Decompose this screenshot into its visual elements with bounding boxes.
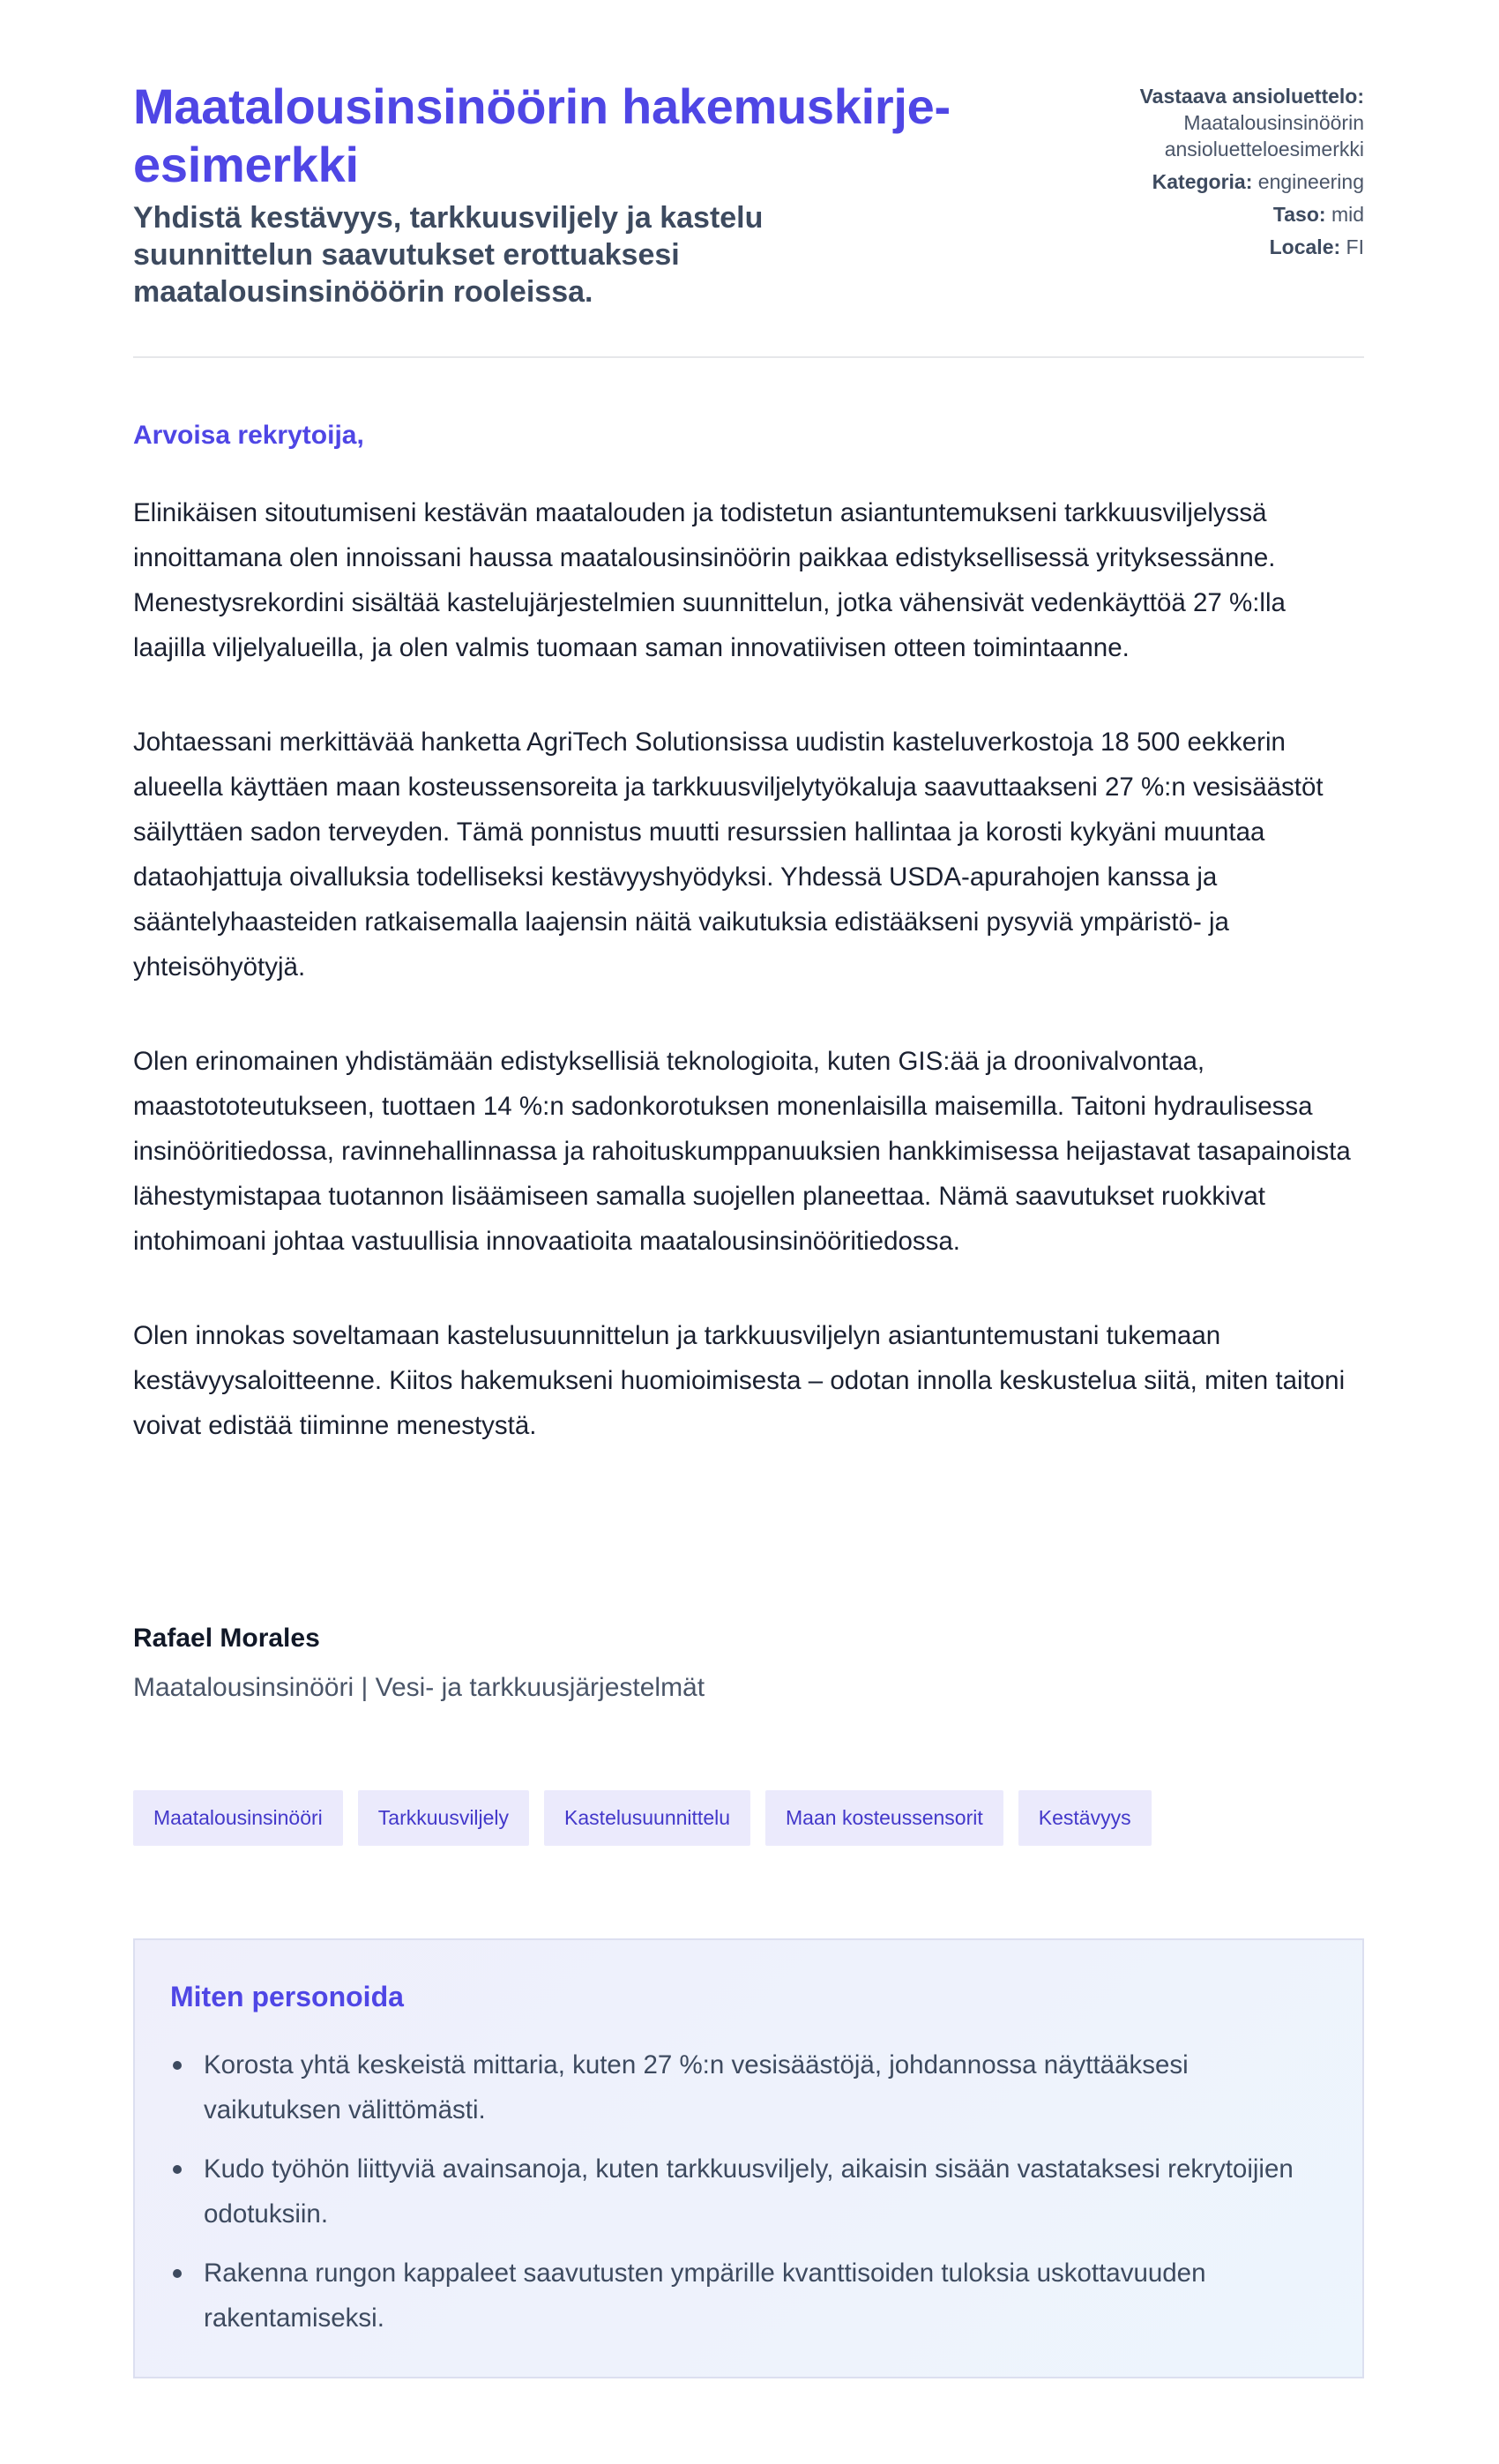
tip-text: Kudo työhön liittyviä avainsanoja, kuten tarkkuusviljely, aikaisin sisään vastataksesi rekrytoijien odotuksiin. <box>204 2154 1294 2229</box>
tag[interactable]: Maatalousinsinööri <box>133 1790 343 1846</box>
meta-value: mid <box>1331 203 1364 226</box>
meta-value: FI <box>1346 235 1364 258</box>
meta-info <box>994 83 1364 266</box>
meta-level <box>994 201 1364 228</box>
tip-item <box>170 2042 1327 2132</box>
meta-related-resume <box>994 83 1364 162</box>
page-title: Maatalousinsinöörin hakemuskirje-esimerkki <box>133 78 951 192</box>
personalization-tips-box <box>133 1938 1364 2378</box>
meta-key: Kategoria: <box>1152 170 1253 193</box>
tip-text: Rakenna rungon kappaleet saavutusten ympärille kvanttisoiden tuloksia uskottavuuden rakentamiseksi. <box>204 2259 1206 2333</box>
cover-letter-page <box>133 0 1364 2333</box>
keyword-tags <box>133 1790 1152 1846</box>
page-subtitle: Yhdistä kestävyys, tarkkuusviljely ja kastelu suunnittelun saavutukset erottuaksesi maatalousinsinööörin rooleissa. <box>133 201 764 309</box>
tip-text: Korosta yhtä keskeistä mittaria, kuten 27 %:n vesisäästöjä, johdannossa näyttääksesi vaikutuksen välittömästi. <box>204 2050 1189 2124</box>
meta-locale <box>994 234 1364 260</box>
tag[interactable]: Tarkkuusviljely <box>358 1790 529 1846</box>
tips-list <box>170 2042 1327 2341</box>
bullet-icon <box>173 2165 182 2174</box>
tip-item <box>170 2251 1327 2341</box>
letter-greeting: Arvoisa rekrytoija, <box>133 421 364 450</box>
letter-paragraph: Elinikäisen sitoutumiseni kestävän maatalouden ja todistetun asiantuntemukseni tarkkuusviljelyssä innoittamana olen innoissani haussa maatalousinsinöörin paikkaa edistyksellisessä yrityksessänne. Menestysrekordini sisältää kastelujärjestelmien suunnittelun, jotka vähensivät vedenkäyttöä 27 %:lla laajilla viljelyalueilla, ja olen valmis tuomaan saman innovatiivisen otteen toimintaanne. <box>133 498 1286 662</box>
letter-body <box>133 490 1364 1497</box>
signature-block <box>133 1621 705 1706</box>
meta-key: Taso: <box>1272 203 1326 226</box>
bullet-icon <box>173 2269 182 2278</box>
meta-key: Vastaava ansioluettelo: <box>1139 85 1364 108</box>
signature-role: Maatalousinsinööri | Vesi- ja tarkkuusjärjestelmät <box>133 1673 705 1702</box>
meta-value: engineering <box>1257 170 1364 193</box>
tip-item <box>170 2147 1327 2236</box>
letter-paragraph: Johtaessani merkittävää hanketta AgriTech Solutionsissa uudistin kasteluverkostoja 18 500 eekkerin alueella käyttäen maan kosteussensoreita ja tarkkuusviljelytyökaluja saavuttaakseni 27 %:n vesisäästöt säilyttäen sadon terveyden. Tämä ponnistus muutti resurssien hallintaa ja korosti kykyäni muuntaa dataohjattuja oivalluksia todelliseksi kestävyyshyödyksi. Yhdessä USDA-apurahojen kanssa ja sääntelyhaasteiden ratkaisemalla laajensin näitä vaikutuksia edistääkseni pysyviä ympäristö- ja yhteisöhyötyjä. <box>133 728 1324 982</box>
bullet-icon <box>173 2061 182 2070</box>
signature-name: Rafael Morales <box>133 1624 320 1653</box>
tag[interactable]: Maan kosteussensorit <box>765 1790 1003 1846</box>
meta-value-related-resume[interactable]: Maatalousinsinöörin ansioluetteloesimerkki <box>1164 111 1364 161</box>
page-header <box>133 0 1364 358</box>
meta-key: Locale: <box>1269 235 1341 258</box>
tag[interactable]: Kastelusuunnittelu <box>544 1790 750 1846</box>
tips-title: Miten personoida <box>170 1981 404 2012</box>
letter-paragraph: Olen innokas soveltamaan kastelusuunnittelun ja tarkkuusviljelyn asiantuntemustani tukemaan kestävyysaloitteenne. Kiitos hakemukseni huomioimisesta – odotan innolla keskustelua siitä, miten taitoni voivat edistää tiiminne menestystä. <box>133 1321 1346 1440</box>
meta-category <box>994 168 1364 195</box>
letter-paragraph: Olen erinomainen yhdistämään edistyksellisiä teknologioita, kuten GIS:ää ja droonivalvontaa, maastototeutukseen, tuottaen 14 %:n sadonkorotuksen monenlaisilla maisemilla. Taitoni hydraulisessa insinööritiedossa, ravinnehallinnassa ja rahoituskumppanuuksien hankkimisessa heijastavat tasapainoista lähestymistapaa tuotannon lisäämiseen samalla suojellen planeettaa. Nämä saavutukset ruokkivat intohimoani johtaa vastuullisia innovaatioita maatalousinsinööritiedossa. <box>133 1047 1351 1256</box>
tag[interactable]: Kestävyys <box>1018 1790 1152 1846</box>
